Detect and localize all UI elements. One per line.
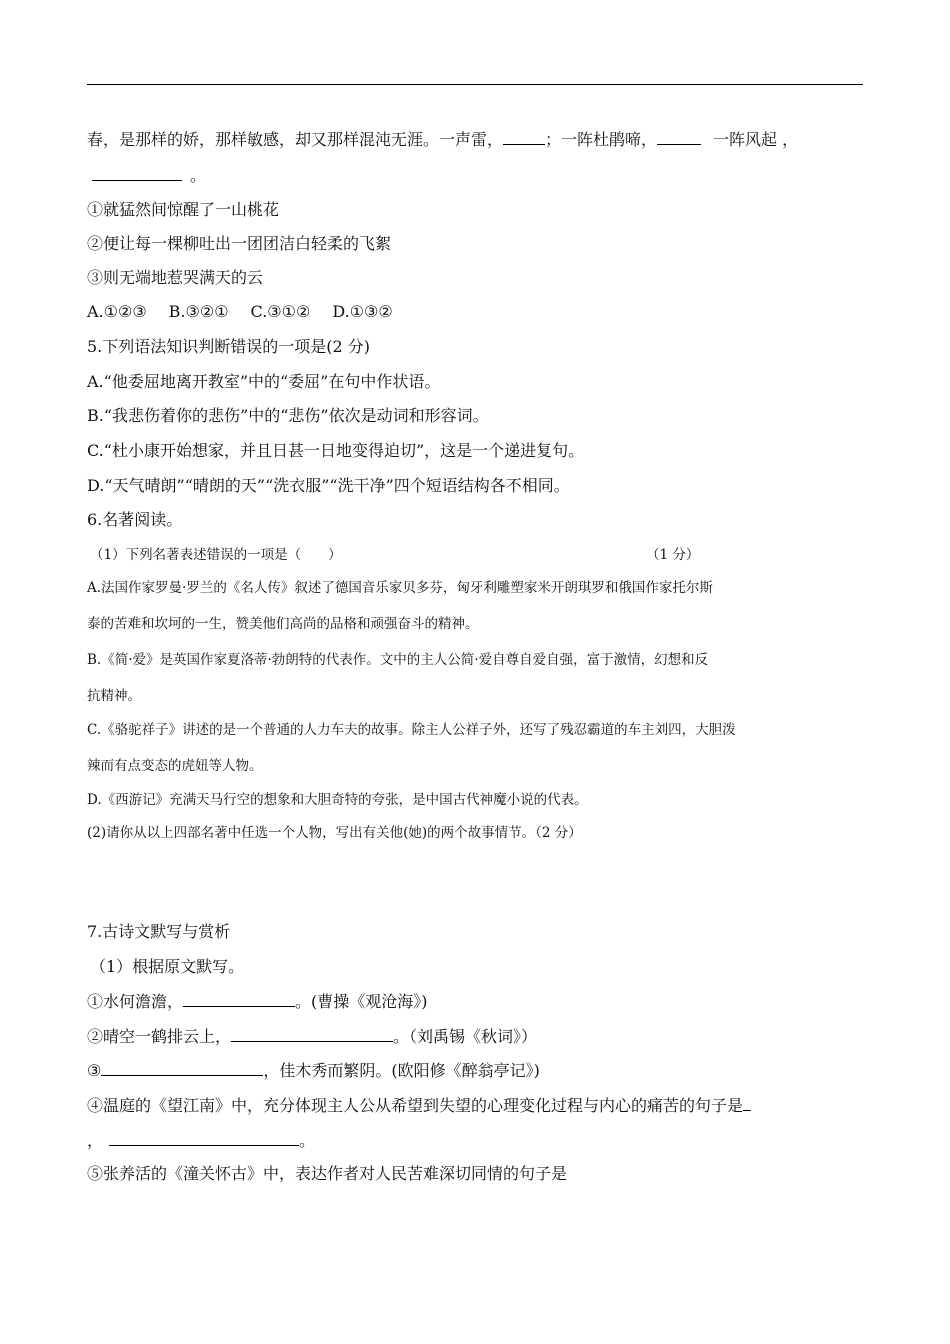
- q7-sub1: （1）根据原文默写。: [90, 957, 245, 976]
- q7-line-4: [87, 1095, 751, 1116]
- q4-stem-text: 春，是那样的娇，那样敏感，却又那样混沌无涯。一声雷，: [87, 130, 504, 149]
- q5-option-b[interactable]: B.“我悲伤着你的悲伤”中的“悲伤”依次是动词和形容词。: [87, 406, 489, 425]
- q6-option-b[interactable]: B.《简·爱》是英国作家夏洛蒂·勃朗特的代表作。文中的主人公简·爱自尊自爱自强，富于激情，幻想和反: [87, 652, 709, 668]
- q7-text: ，: [87, 1131, 104, 1150]
- q6-option-a[interactable]: A.法国作家罗曼·罗兰的《名人传》叙述了德国音乐家贝多芬，匈牙利雕塑家米开朗琪罗和俄国作家托尔斯: [87, 580, 713, 596]
- q7-title: 7.古诗文默写与赏析: [87, 922, 231, 941]
- q7-text: 。（刘禹锡《秋词》）: [393, 1027, 538, 1046]
- q7-line-1: [87, 991, 428, 1012]
- q6-option-d[interactable]: D.《西游记》充满天马行空的想象和大胆奇特的夸张，是中国古代神魔小说的代表。: [87, 792, 588, 808]
- q5-title: 5.下列语法知识判断错误的一项是(2 分): [87, 337, 371, 356]
- q6-sub1: （1）下列名著表述错误的一项是（ ）: [90, 547, 342, 563]
- q4-stem-text: 。: [190, 166, 207, 185]
- q5-option-d[interactable]: D.“天气晴朗”“晴朗的天”“洗衣服”“洗干净”四个短语结构各不相同。: [87, 476, 570, 495]
- q7-text: ④温庭的《望江南》中，充分体现主人公从希望到失望的心理变化过程与内心的痛苦的句子是: [87, 1096, 744, 1115]
- q4-item: ②便让每一棵柳吐出一团团洁白轻柔的飞絮: [87, 234, 392, 253]
- answer-blank[interactable]: [183, 991, 295, 1007]
- q7-line-2: [87, 1026, 537, 1047]
- q6-option-a-cont: 泰的苦难和坎坷的一生，赞美他们高尚的品格和顽强奋斗的精神。: [87, 616, 479, 632]
- q4-item: ③则无端地惹哭满天的云: [87, 268, 264, 287]
- q7-text: 。(曹操《观沧海》): [295, 992, 428, 1011]
- q5-option-a[interactable]: A.“他委屈地离开教室”中的“委屈”在句中作状语。: [87, 372, 441, 391]
- q4-stem-line: [87, 129, 798, 150]
- q5-option-c[interactable]: C.“杜小康开始想家，并且日甚一日地变得迫切”，这是一个递进复句。: [87, 441, 585, 460]
- header-rule: [87, 84, 863, 85]
- q4-stem-line2: [92, 165, 206, 186]
- q6-option-c[interactable]: C.《骆驼祥子》讲述的是一个普通的人力车夫的故事。除主人公祥子外，还写了残忍霸道的车主刘四，大胆泼: [87, 722, 736, 738]
- q4-stem-text: ；一阵杜鹃啼，: [545, 130, 658, 149]
- q6-option-b-cont: 抗精神。: [87, 688, 141, 704]
- answer-blank[interactable]: [503, 129, 545, 145]
- q7-text: 。: [299, 1131, 316, 1150]
- q6-sub1-score: （1 分）: [646, 547, 700, 563]
- answer-blank[interactable]: [101, 1060, 263, 1076]
- option-b[interactable]: B.③②①: [168, 302, 229, 321]
- q6-title: 6.名著阅读。: [87, 510, 183, 529]
- q6-option-c-cont: 辣而有点变态的虎妞等人物。: [87, 758, 263, 774]
- q7-text: ，佳木秀而繁阴。(欧阳修《醉翁亭记》): [263, 1061, 540, 1080]
- option-a[interactable]: A.①②③: [87, 302, 147, 321]
- q4-item: ①就猛然间惊醒了一山桃花: [87, 200, 280, 219]
- answer-blank[interactable]: [109, 1130, 299, 1146]
- answer-blank[interactable]: [231, 1026, 393, 1042]
- answer-blank[interactable]: [743, 1095, 751, 1111]
- answer-blank[interactable]: [92, 165, 182, 181]
- q4-stem-text: 一阵风起 ，: [713, 130, 799, 149]
- q7-line-4-cont: [87, 1130, 315, 1151]
- q7-text: ②晴空一鹤排云上，: [87, 1027, 232, 1046]
- option-d[interactable]: D.①③②: [332, 302, 393, 321]
- q7-line-5: ⑤张养活的《潼关怀古》中，表达作者对人民苦难深切同情的句子是: [87, 1164, 568, 1183]
- option-c[interactable]: C.③①②: [250, 302, 311, 321]
- q7-text: ①水何澹澹，: [87, 992, 184, 1011]
- answer-blank[interactable]: [657, 129, 701, 145]
- q7-text: ③: [87, 1061, 102, 1080]
- q7-line-3: [87, 1060, 540, 1081]
- q4-options: [87, 302, 415, 322]
- q6-sub2: (2)请你从以上四部名著中任选一个人物，写出有关他(她)的两个故事情节。（2 分）: [87, 825, 582, 841]
